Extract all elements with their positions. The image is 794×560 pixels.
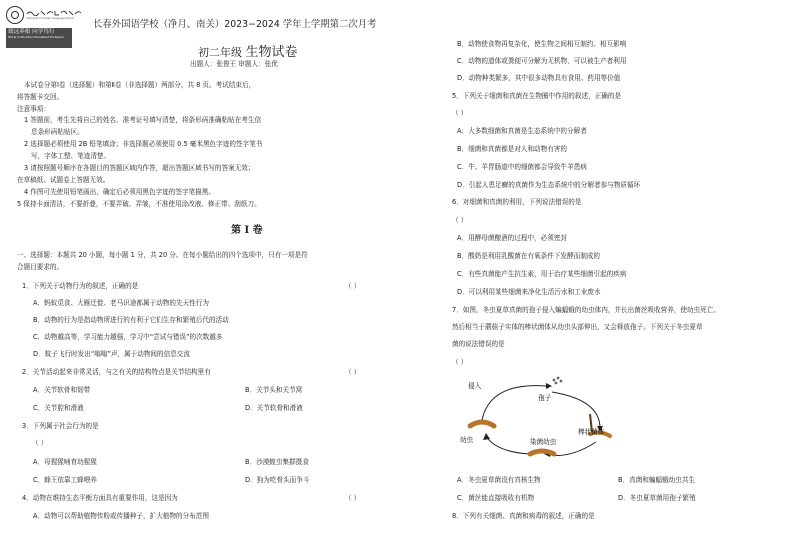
exam-makers: 出题人：张俊王 审题人：张优 [190, 60, 278, 68]
diagram-label-stroma: 棒状菌体 [578, 428, 605, 436]
section-intro: 合题目要求的。 [17, 263, 64, 271]
cycle-arrow [486, 436, 530, 454]
question-7-stem: 然后相当于蘑菇子实体的棒状菌体从幼虫头部伸出，又会释放孢子。下列关于冬虫夏草 [452, 323, 703, 331]
question-1-option-d: D．蚊子飞行时发出“嗡嗡”声，属于动物间的信息交流 [33, 350, 190, 358]
answer-parenthesis: （ ） [452, 109, 468, 117]
question-3-stem: 3．下列属于社会行为的是 [22, 422, 99, 430]
question-6-option-c: C．有些真菌能产生抗生素，用于治疗某些细菌引起的疾病 [457, 270, 627, 278]
question-5-option-b: B．细菌和真菌都是对人和动物有害的 [457, 145, 568, 153]
school-motto-english: Moral Cultivation Persistent Endeavor [8, 34, 65, 39]
infected-larva-icon [530, 451, 554, 454]
question-7-option-b: B．真菌和蝙蝠蛾幼虫共生 [618, 476, 696, 484]
cycle-arrow [552, 392, 600, 428]
instruction-line: 2 选择题必须使用 2B 铅笔填涂；非选择题必须使用 0.5 毫米黑色字迹的签字笔书 [24, 140, 263, 148]
question-7-option-c: C．菌丝能直接吸收有机物 [457, 494, 535, 502]
question-5-option-c: C．牛、羊胃肠道中的细菌都会导致牛羊患病 [457, 163, 587, 171]
question-2-option-b: B．关节头和关节窝 [245, 386, 303, 394]
instruction-line: 注意事项： [17, 105, 50, 113]
question-3-option-d: D．狗为吃骨头而争斗 [245, 476, 310, 484]
question-3-option-c: C．蜂王依靠工蜂喂养 [33, 476, 97, 484]
question-6-option-d: D．可以利用某些细菌来净化生活污水和工业废水 [457, 288, 601, 296]
instruction-line: 写，字体工整、笔迹清楚。 [31, 152, 111, 160]
grade-label: 初二年级 [198, 46, 242, 59]
instruction-line: 5 保持卡面清洁，不要折叠，不要弄破、弄皱，不准使用涂改液、修正带、刮纸刀。 [17, 200, 261, 208]
right-page [430, 0, 794, 560]
question-4-option-a: A．动物可以帮助植物传粉或传播种子，扩大植物的分布范围 [33, 512, 209, 520]
school-motto: 致远养根 向学笃行 [8, 29, 55, 35]
school-calligraphy-name [26, 9, 84, 16]
question-7-stem: 7．如图，冬虫夏草真菌的孢子侵入蝙蝠蛾的幼虫体内，并长出菌丝吸收营养，使幼虫死亡。 [452, 306, 720, 314]
question-6-stem: 6．对细菌和真菌的利用，下列说法错误的是 [452, 198, 582, 206]
school-seal-icon [6, 6, 24, 24]
school-motto-block [6, 28, 72, 48]
question-5-stem: 5．下列关于细菌和真菌在生物圈中作用的叙述，正确的是 [452, 92, 622, 100]
diagram-label-spore: 孢子 [538, 394, 552, 402]
diagram-label-infected-larva: 染菌幼虫 [530, 438, 557, 446]
question-8-stem: 8．下列有关细菌、真菌和病毒的叙述，正确的是 [452, 512, 595, 520]
question-6-option-b: B．酸奶是利用乳酸菌在有氧条件下发酵而制成的 [457, 252, 600, 260]
arrowhead-icon [546, 383, 552, 389]
arrowhead-icon [483, 433, 490, 440]
instruction-line: 4 作图可先使用铅笔画出，确定后必须用黑色字迹的签字笔描黑。 [24, 188, 215, 196]
question-6-option-a: A．用酵母菌酿酒的过程中，必须密封 [457, 234, 568, 242]
question-4-option-d: D．动物种类繁多，其中很多动物具有食用、药用等价值 [457, 74, 621, 82]
answer-parenthesis: （ ） [452, 358, 468, 366]
question-1-option-b: B．动物的行为是指动物所进行的有利于它们生存和繁殖后代的活动 [33, 316, 229, 324]
question-7-option-d: D．冬虫夏草菌用孢子繁殖 [618, 494, 696, 502]
answer-parenthesis: （ ） [32, 439, 48, 447]
question-1-option-a: A．蚂蚁觅食、大雁迁徙、老马识途都属于动物的先天性行为 [33, 299, 209, 307]
subject-label: 生物试卷 [245, 45, 298, 60]
question-3-option-a: A．母猩猩哺育幼猩猩 [33, 458, 97, 466]
instruction-line: 1 答题前，考生先将自己的姓名、准考证号填写清楚，将条形码准确粘贴在考生信 [24, 116, 262, 124]
section-title: 第 Ⅰ 卷 [231, 225, 263, 236]
question-5-option-a: A．大多数细菌和真菌是生态系统中的分解者 [457, 127, 587, 135]
instruction-line: 3 请按照题号顺序在各题目的答题区域内作答，超出答题区域书写的答案无效； [24, 164, 255, 172]
question-7-stem: 菌的说法错误的是 [452, 340, 505, 348]
school-english-name: Changchun Foreign Language School [26, 17, 75, 20]
diagram-label-invade: 侵入 [468, 382, 482, 390]
answer-parenthesis: （ ） [345, 494, 361, 502]
answer-parenthesis: （ ） [345, 368, 361, 376]
larva-icon [470, 422, 494, 426]
question-3-option-b: B．沙漠蝗虫集群摄食 [245, 458, 309, 466]
exam-title: 长春外国语学校（净月、南关）2023−2024 学年上学期第二次月考 [93, 19, 377, 30]
spore-icon [553, 377, 563, 385]
question-2-option-c: C．关节腔和滑液 [33, 404, 84, 412]
question-4-option-c: C．动物的遗体或粪便可分解为无机物，可以被生产者利用 [457, 57, 627, 65]
question-1-option-c: C．动物越高等，学习能力越强，学习中“尝试与错误”的次数越多 [33, 333, 223, 341]
answer-parenthesis: （ ） [452, 216, 468, 224]
instruction-line: 在草稿纸、试题卷上答题无效。 [17, 176, 110, 184]
cordyceps-life-cycle-diagram [450, 370, 630, 470]
question-7-option-a: A．冬虫夏草菌没有真核生物 [457, 476, 541, 484]
question-2-stem: 2．关节活动起来非常灵活，与之有关的结构特点是关节结构里有 [22, 368, 211, 376]
question-4-option-b: B．动物使食物再复杂化，使生物之间相互制约、相互影响 [457, 40, 627, 48]
question-2-option-d: D．关节软骨和滑液 [245, 404, 303, 412]
answer-parenthesis: （ ） [345, 282, 361, 290]
cycle-arrow [482, 386, 546, 420]
school-logo [6, 4, 84, 56]
question-1-stem: 1．下列关于动物行为的叙述，正确的是 [22, 282, 139, 290]
instruction-line: 本试卷分第Ⅰ卷（选择题）和第Ⅱ卷（非选择题）两部分，共 8 页。考试结束后， [24, 81, 256, 89]
question-2-option-a: A．关节软骨和韧带 [33, 386, 91, 394]
question-5-option-d: D．引起人患足癣的真菌作为生态系统中的分解者参与物质循环 [457, 181, 641, 189]
question-4-stem: 4．动物在维持生态平衡方面具有重要作用，这是因为 [22, 494, 178, 502]
instruction-line: 将答题卡交回。 [17, 93, 64, 101]
section-intro: 一、选择题：本题共 20 小题，每小题 1 分，共 20 分。在每小题给出的四个选项中，只有一项是符 [17, 251, 308, 259]
instruction-line: 息条形码粘贴区。 [31, 128, 84, 136]
paper-subtitle [198, 45, 298, 61]
diagram-label-larva: 幼虫 [460, 436, 474, 444]
